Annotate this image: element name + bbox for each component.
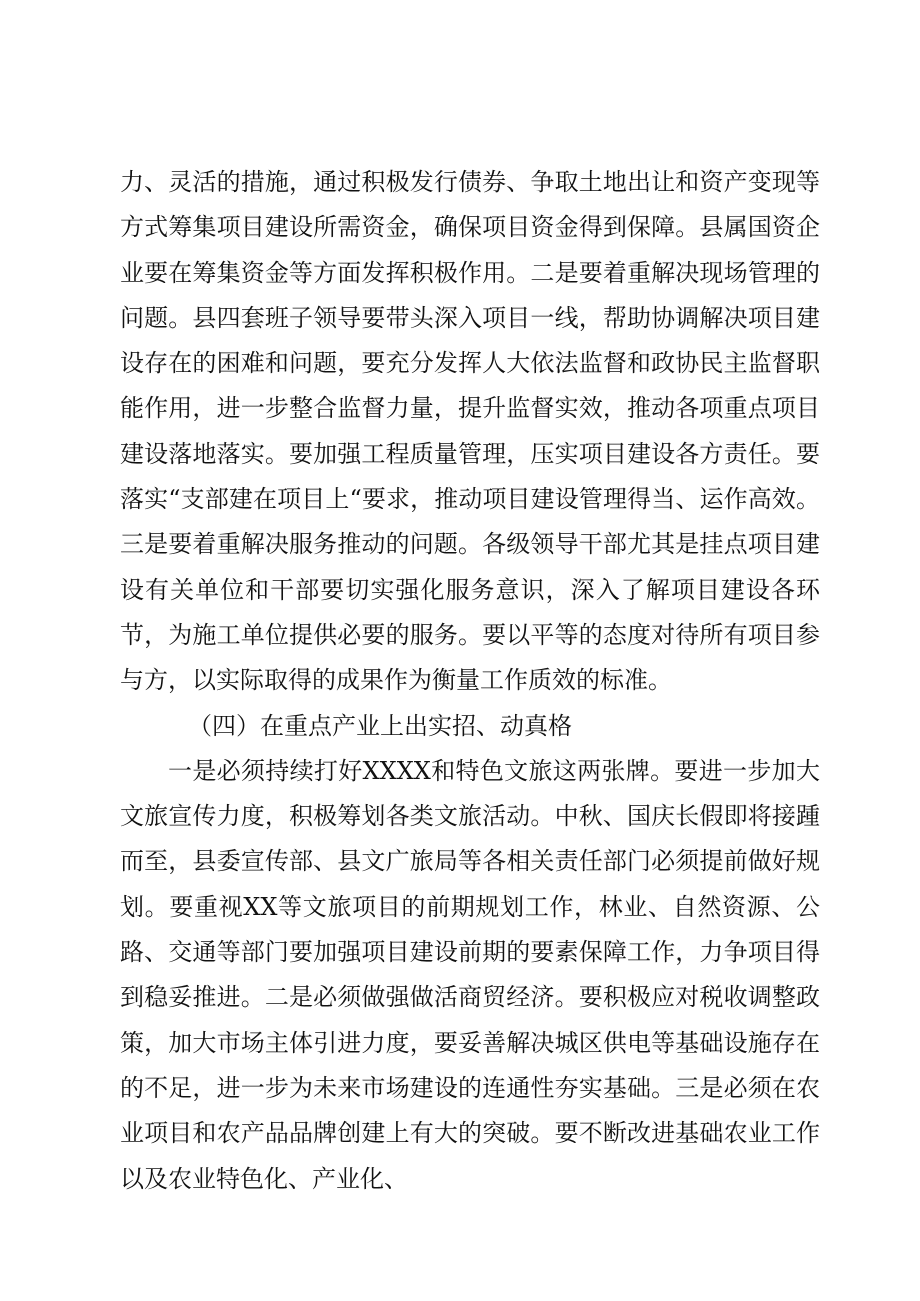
- section-heading: （四）在重点产业上出实招、动真格: [188, 711, 572, 740]
- document-body: [120, 160, 820, 1202]
- body-paragraph-continued: 力、灵活的措施，通过积极发行债券、争取土地出让和资产变现等方式筹集项目建设所需资金，确保项目资金得到保障。县属国资企业要在筹集资金等方面发挥积极作用。二是要着重解决现场管理的问题。县四套班子领导要带头深入项目一线，帮助协调解决项目建设存在的困难和问题，要充分发挥人大依法监督和政协民主监督职能作用，进一步整合监督力量，提升监督实效，推动各项重点项目建设落地落实。要加强工程质量管理，压实项目建设各方责任。要落实“支部建在项目上“要求，推动项目建设管理得当、运作高效。三是要着重解决服务推动的问题。各级领导干部尤其是挂点项目建设有关单位和干部要切实强化服务意识，深入了解项目建设各环节，为施工单位提供必要的服务。要以平等的态度对待所有项目参与方，以实际取得的成果作为衡量工作质效的标准。: [120, 168, 820, 695]
- body-paragraph: 一是必须持续打好XXXX和特色文旅这两张牌。要进一步加大文旅宣传力度，积极筹划各类文旅活动。中秋、国庆长假即将接踵而至，县委宣传部、县文广旅局等各相关责任部门必须提前做好规划。要重视XX等文旅项目的前期规划工作，林业、自然资源、公路、交通等部门要加强项目建设前期的要素保障工作，力争项目得到稳妥推进。二是必须做强做活商贸经济。要积极应对税收调整政策，加大市场主体引进力度，要妥善解决城区供电等基础设施存在的不足，进一步为未来市场建设的连通性夯实基础。三是必须在农业项目和农产品品牌创建上有大的突破。要不断改进基础农业工作以及农业特色化、产业化、: [120, 756, 820, 1193]
